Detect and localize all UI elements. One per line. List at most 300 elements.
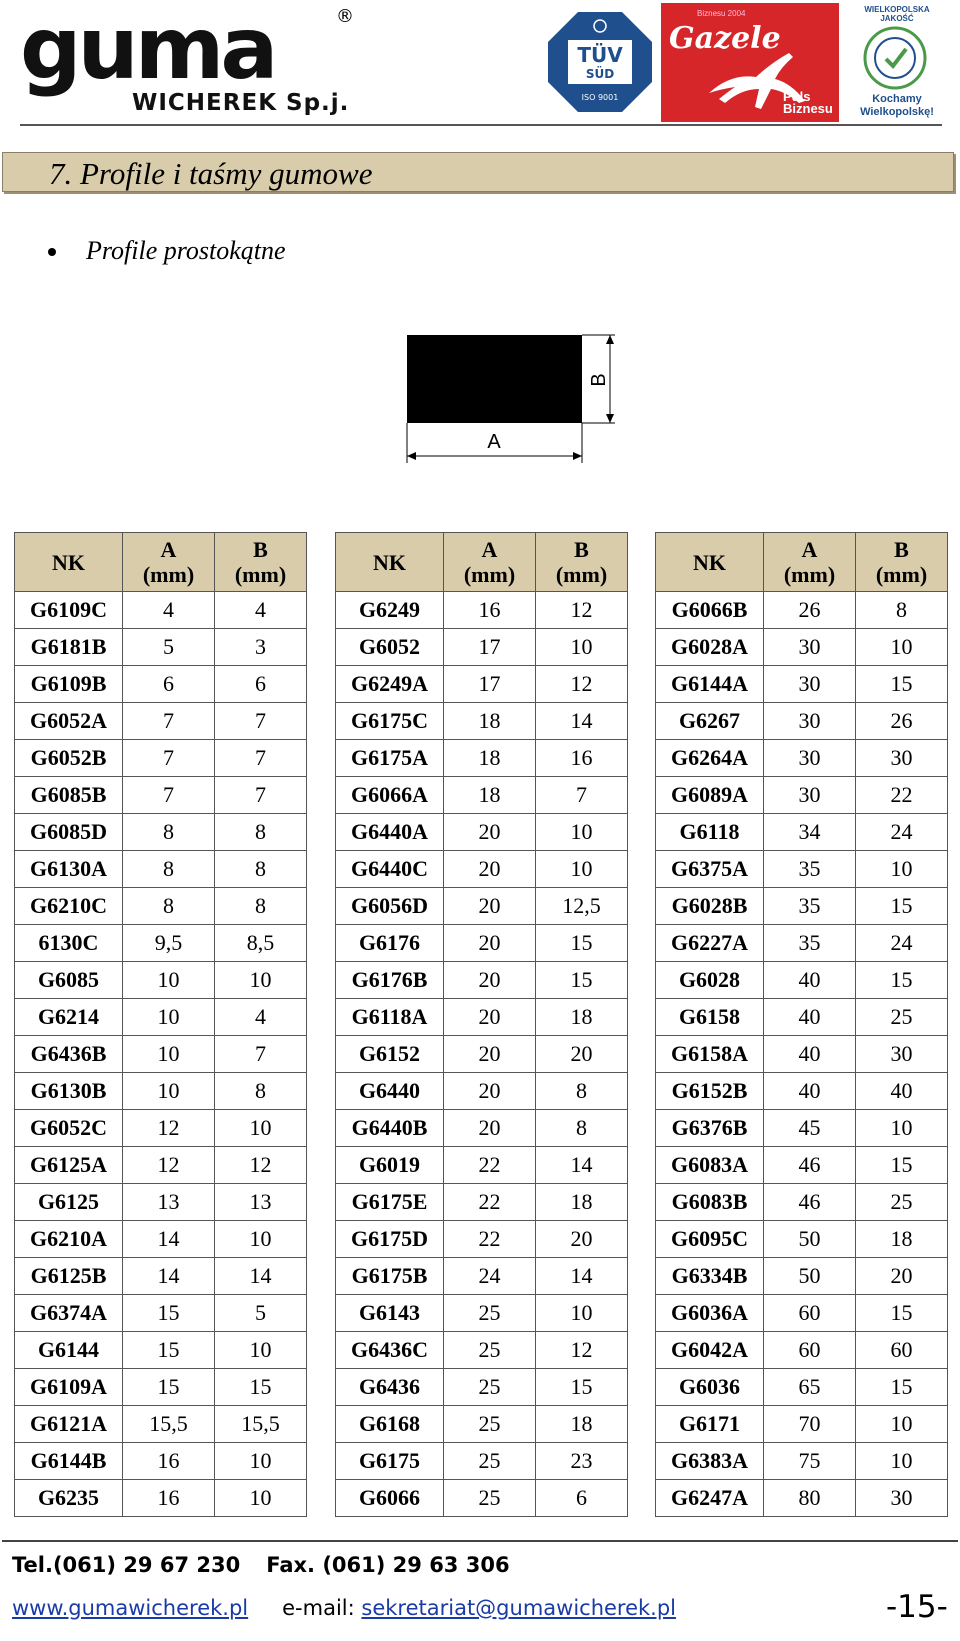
email-label: e-mail:: [282, 1596, 355, 1620]
table-row: [15, 1332, 307, 1369]
table-row: [336, 999, 628, 1036]
table-row: [336, 1036, 628, 1073]
table-row: [336, 814, 628, 851]
cell-a: 4: [123, 592, 215, 629]
table-header-row: [336, 533, 628, 592]
cell-nk: G6109B: [15, 666, 123, 703]
cell-nk: G6052A: [15, 703, 123, 740]
footer-divider: [2, 1540, 958, 1542]
cell-nk: G6056D: [336, 888, 444, 925]
cell-a: 30: [764, 666, 856, 703]
cell-b: 30: [856, 740, 948, 777]
table-row: [656, 629, 948, 666]
table-row: [15, 1443, 307, 1480]
cell-b: 8: [536, 1110, 628, 1147]
wielkopolska-quality-badge: [852, 3, 942, 121]
cell-b: 22: [856, 777, 948, 814]
wielkopolska-bottom-line2: Wielkopolskę!: [860, 106, 934, 118]
logo-wordmark: guma: [20, 0, 275, 99]
cell-nk: G6175A: [336, 740, 444, 777]
page-header: [0, 0, 960, 128]
table-row: [656, 1406, 948, 1443]
table-row: [656, 1443, 948, 1480]
cell-nk: G6121A: [15, 1406, 123, 1443]
cell-nk: G6440: [336, 1073, 444, 1110]
cell-b: 4: [215, 592, 307, 629]
table-row: [15, 740, 307, 777]
cell-a: 35: [764, 888, 856, 925]
cell-b: 24: [856, 925, 948, 962]
cell-b: 15: [536, 925, 628, 962]
cell-a: 75: [764, 1443, 856, 1480]
cell-nk: G6095C: [656, 1221, 764, 1258]
cell-nk: G6440C: [336, 851, 444, 888]
table-row: [336, 888, 628, 925]
cell-a: 30: [764, 703, 856, 740]
table-row: [656, 666, 948, 703]
cell-nk: G6130A: [15, 851, 123, 888]
table-row: [15, 1406, 307, 1443]
cell-a: 25: [444, 1443, 536, 1480]
table-row: [15, 1110, 307, 1147]
cell-a: 20: [444, 1110, 536, 1147]
cell-nk: G6144: [15, 1332, 123, 1369]
table-row: [656, 962, 948, 999]
cell-b: 15: [856, 666, 948, 703]
cell-nk: G6383A: [656, 1443, 764, 1480]
cell-nk: G6109C: [15, 592, 123, 629]
cell-a: 17: [444, 666, 536, 703]
table-row: [336, 1221, 628, 1258]
cell-a: 7: [123, 703, 215, 740]
cell-b: 12: [536, 666, 628, 703]
table-row: [656, 1036, 948, 1073]
cell-b: 26: [856, 703, 948, 740]
table-row: [656, 1184, 948, 1221]
header-b-unit: (mm): [234, 562, 287, 587]
table-row: [336, 962, 628, 999]
cell-b: 18: [536, 1184, 628, 1221]
cell-nk: G6118A: [336, 999, 444, 1036]
table-row: [336, 851, 628, 888]
cell-a: 20: [444, 814, 536, 851]
header-a-line1: A: [801, 537, 818, 562]
cell-a: 14: [123, 1258, 215, 1295]
cell-nk: G6175C: [336, 703, 444, 740]
table-row: [336, 1147, 628, 1184]
company-logo: [20, 0, 360, 122]
gazele-biznesu-badge: [661, 3, 839, 122]
footer-links: [12, 1596, 676, 1620]
profile-cross-section-icon: [395, 330, 635, 470]
table-row: [15, 888, 307, 925]
cell-nk: G6052B: [15, 740, 123, 777]
cell-nk: G6028B: [656, 888, 764, 925]
cell-a: 22: [444, 1221, 536, 1258]
cell-nk: G6375A: [656, 851, 764, 888]
cell-b: 14: [215, 1258, 307, 1295]
cell-b: 3: [215, 629, 307, 666]
cell-a: 24: [444, 1258, 536, 1295]
table-row: [15, 1480, 307, 1517]
cell-b: 13: [215, 1184, 307, 1221]
gazele-year: Biznesu 2004: [697, 9, 746, 18]
cell-a: 26: [764, 592, 856, 629]
cell-a: 30: [764, 629, 856, 666]
puls-line2: Biznesu: [783, 101, 833, 116]
header-divider: [20, 124, 942, 126]
cell-a: 16: [123, 1480, 215, 1517]
cell-a: 7: [123, 777, 215, 814]
cell-b: 12,5: [536, 888, 628, 925]
wielkopolska-bottom-line1: Kochamy: [872, 93, 922, 105]
cell-b: 18: [536, 999, 628, 1036]
header-b: [215, 533, 307, 592]
cell-nk: G6440B: [336, 1110, 444, 1147]
cell-nk: G6171: [656, 1406, 764, 1443]
header-a-line1: A: [481, 537, 498, 562]
table-row: [656, 1332, 948, 1369]
rectangular-profile-diagram: [395, 330, 635, 470]
cell-nk: G6264A: [656, 740, 764, 777]
table-row: [15, 1258, 307, 1295]
cell-nk: G6436B: [15, 1036, 123, 1073]
cell-b: 30: [856, 1036, 948, 1073]
quality-seal-icon: [862, 25, 928, 91]
header-a: [123, 533, 215, 592]
cell-nk: G6175: [336, 1443, 444, 1480]
cell-b: 7: [536, 777, 628, 814]
cell-a: 20: [444, 888, 536, 925]
table-row: [15, 1073, 307, 1110]
tuv-bottom-text: ISO 9001: [581, 93, 619, 102]
cell-nk: G6181B: [15, 629, 123, 666]
header-a-unit: (mm): [142, 562, 195, 587]
cell-nk: G6440A: [336, 814, 444, 851]
cell-a: 25: [444, 1369, 536, 1406]
cell-b: 10: [215, 1110, 307, 1147]
table-row: [336, 592, 628, 629]
table-row: [15, 1184, 307, 1221]
table-row: [15, 1036, 307, 1073]
table-row: [336, 777, 628, 814]
cell-nk: G6083A: [656, 1147, 764, 1184]
cell-b: 15: [856, 888, 948, 925]
cell-a: 22: [444, 1184, 536, 1221]
gazele-title: Gazele: [669, 21, 781, 56]
cell-a: 20: [444, 925, 536, 962]
cell-a: 12: [123, 1147, 215, 1184]
table-row: [336, 629, 628, 666]
cell-a: 22: [444, 1147, 536, 1184]
cell-b: 10: [536, 851, 628, 888]
cell-a: 9,5: [123, 925, 215, 962]
cell-a: 5: [123, 629, 215, 666]
cell-nk: G6083B: [656, 1184, 764, 1221]
email-link[interactable]: sekretariat@gumawicherek.pl: [361, 1596, 677, 1620]
cell-nk: G6376B: [656, 1110, 764, 1147]
cell-a: 60: [764, 1332, 856, 1369]
table-row: [15, 1147, 307, 1184]
cell-nk: G6042A: [656, 1332, 764, 1369]
table-row: [15, 1221, 307, 1258]
table-body: [336, 592, 628, 1517]
header-nk: NK: [336, 533, 444, 592]
cell-b: 14: [536, 1258, 628, 1295]
header-a-line1: A: [160, 537, 177, 562]
cell-a: 18: [444, 740, 536, 777]
cell-b: 6: [215, 666, 307, 703]
header-a: [444, 533, 536, 592]
cell-b: 10: [215, 1221, 307, 1258]
table-row: [336, 1110, 628, 1147]
table-row: [336, 1184, 628, 1221]
cell-nk: G6176: [336, 925, 444, 962]
cell-a: 8: [123, 851, 215, 888]
cell-nk: G6144A: [656, 666, 764, 703]
cell-b: 15: [856, 1369, 948, 1406]
cell-b: 5: [215, 1295, 307, 1332]
cell-nk: G6176B: [336, 962, 444, 999]
section-title: 7. Profile i taśmy gumowe: [49, 156, 373, 191]
table-row: [336, 703, 628, 740]
cell-b: 10: [215, 1443, 307, 1480]
cell-b: 20: [536, 1221, 628, 1258]
table-row: [15, 999, 307, 1036]
table-row: [15, 1295, 307, 1332]
cell-a: 35: [764, 925, 856, 962]
cell-a: 30: [764, 740, 856, 777]
cell-a: 8: [123, 888, 215, 925]
header-a-unit: (mm): [463, 562, 516, 587]
cell-a: 12: [123, 1110, 215, 1147]
cell-nk: G6158A: [656, 1036, 764, 1073]
wielkopolska-top-text: WIELKOPOLSKA JAKOŚĆ: [864, 5, 930, 23]
cell-b: 7: [215, 703, 307, 740]
cell-b: 14: [536, 703, 628, 740]
cell-b: 8: [215, 851, 307, 888]
cell-a: 50: [764, 1221, 856, 1258]
cell-b: 10: [215, 1332, 307, 1369]
subsection-title: Profile prostokątne: [86, 236, 286, 265]
cell-a: 7: [123, 740, 215, 777]
cell-a: 40: [764, 962, 856, 999]
tuv-top-text: TÜV: [577, 43, 623, 67]
cell-a: 20: [444, 962, 536, 999]
registered-mark: ®: [336, 6, 354, 27]
dimension-b-label: B: [588, 373, 610, 387]
header-b-unit: (mm): [555, 562, 608, 587]
cell-b: 4: [215, 999, 307, 1036]
profile-table-3: [655, 532, 948, 1517]
table-row: [336, 1295, 628, 1332]
table-row: [656, 592, 948, 629]
cell-b: 14: [536, 1147, 628, 1184]
cell-b: 20: [856, 1258, 948, 1295]
cell-nk: G6214: [15, 999, 123, 1036]
table-row: [656, 1110, 948, 1147]
cell-nk: G6109A: [15, 1369, 123, 1406]
cell-nk: G6125: [15, 1184, 123, 1221]
cell-nk: G6249A: [336, 666, 444, 703]
dimension-a-label: A: [487, 431, 501, 453]
tuv-octagon-icon: [546, 10, 654, 114]
header-b: [536, 533, 628, 592]
cell-a: 25: [444, 1332, 536, 1369]
page-number: -15-: [886, 1589, 948, 1625]
cell-b: 10: [536, 814, 628, 851]
cell-nk: G6085D: [15, 814, 123, 851]
table-row: [656, 1258, 948, 1295]
cell-a: 30: [764, 777, 856, 814]
profile-table-2: [335, 532, 628, 1517]
table-row: [656, 888, 948, 925]
table-row: [15, 777, 307, 814]
cell-nk: G6052C: [15, 1110, 123, 1147]
table-row: [15, 1369, 307, 1406]
cell-b: 60: [856, 1332, 948, 1369]
cell-b: 7: [215, 740, 307, 777]
footer-contact: [12, 1553, 510, 1577]
cell-b: 10: [536, 1295, 628, 1332]
cell-nk: G6066B: [656, 592, 764, 629]
website-link[interactable]: www.gumawicherek.pl: [12, 1596, 249, 1620]
cell-nk: G6175B: [336, 1258, 444, 1295]
cell-b: 23: [536, 1443, 628, 1480]
table-row: [336, 740, 628, 777]
cell-a: 60: [764, 1295, 856, 1332]
table-row: [336, 925, 628, 962]
cell-a: 17: [444, 629, 536, 666]
cell-a: 10: [123, 1073, 215, 1110]
cell-nk: G6066: [336, 1480, 444, 1517]
cell-b: 24: [856, 814, 948, 851]
table-row: [656, 1147, 948, 1184]
cell-a: 20: [444, 1036, 536, 1073]
cell-nk: G6158: [656, 999, 764, 1036]
cell-a: 16: [123, 1443, 215, 1480]
cell-a: 16: [444, 592, 536, 629]
cell-b: 7: [215, 777, 307, 814]
cell-b: 10: [856, 1443, 948, 1480]
table-row: [15, 703, 307, 740]
cell-a: 10: [123, 999, 215, 1036]
cell-nk: G6125A: [15, 1147, 123, 1184]
cell-a: 40: [764, 999, 856, 1036]
cell-nk: G6436C: [336, 1332, 444, 1369]
table-row: [15, 666, 307, 703]
cell-a: 15: [123, 1332, 215, 1369]
cell-a: 10: [123, 962, 215, 999]
bullet-icon: [48, 248, 56, 256]
cell-a: 65: [764, 1369, 856, 1406]
logo-subtitle: WICHEREK Sp.j.: [132, 90, 350, 116]
table-row: [336, 1369, 628, 1406]
table-row: [336, 1406, 628, 1443]
cell-a: 80: [764, 1480, 856, 1517]
cell-nk: G6235: [15, 1480, 123, 1517]
cell-b: 8: [536, 1073, 628, 1110]
cell-nk: 6130C: [15, 925, 123, 962]
table-row: [656, 1073, 948, 1110]
table-row: [15, 925, 307, 962]
cell-b: 12: [536, 1332, 628, 1369]
table-row: [15, 629, 307, 666]
cell-nk: G6152: [336, 1036, 444, 1073]
header-nk: NK: [15, 533, 123, 592]
header-b-unit: (mm): [875, 562, 928, 587]
table-row: [656, 925, 948, 962]
cell-a: 46: [764, 1147, 856, 1184]
cell-nk: G6152B: [656, 1073, 764, 1110]
table-row: [656, 814, 948, 851]
cell-nk: G6175E: [336, 1184, 444, 1221]
puls-line1: Puls: [783, 89, 811, 104]
table-header-row: [15, 533, 307, 592]
cell-b: 8,5: [215, 925, 307, 962]
cell-nk: G6085: [15, 962, 123, 999]
cell-nk: G6249: [336, 592, 444, 629]
table-row: [15, 814, 307, 851]
cell-nk: G6052: [336, 629, 444, 666]
cell-nk: G6089A: [656, 777, 764, 814]
table-row: [656, 1295, 948, 1332]
cell-a: 70: [764, 1406, 856, 1443]
profile-table-1: [14, 532, 307, 1517]
cell-nk: G6210A: [15, 1221, 123, 1258]
footer-phone: Tel.(061) 29 67 230: [12, 1553, 241, 1577]
table-row: [656, 777, 948, 814]
wielkopolska-bottom-text: [852, 93, 942, 119]
header-a: [764, 533, 856, 592]
cell-a: 25: [444, 1295, 536, 1332]
cell-b: 16: [536, 740, 628, 777]
cell-a: 20: [444, 1073, 536, 1110]
cell-b: 18: [856, 1221, 948, 1258]
cell-b: 40: [856, 1073, 948, 1110]
cell-b: 15,5: [215, 1406, 307, 1443]
header-b-line1: B: [894, 537, 909, 562]
table-row: [656, 999, 948, 1036]
table-body: [15, 592, 307, 1517]
table-row: [656, 740, 948, 777]
header-b-line1: B: [253, 537, 268, 562]
cell-b: 18: [536, 1406, 628, 1443]
cell-nk: G6066A: [336, 777, 444, 814]
cell-nk: G6334B: [656, 1258, 764, 1295]
cell-b: 8: [215, 814, 307, 851]
cell-a: 18: [444, 777, 536, 814]
cell-a: 40: [764, 1036, 856, 1073]
cell-b: 8: [856, 592, 948, 629]
cell-b: 10: [215, 962, 307, 999]
cell-b: 7: [215, 1036, 307, 1073]
cell-nk: G6168: [336, 1406, 444, 1443]
header-a-unit: (mm): [783, 562, 836, 587]
cell-a: 40: [764, 1073, 856, 1110]
cell-nk: G6118: [656, 814, 764, 851]
table-row: [656, 1369, 948, 1406]
table-row: [336, 666, 628, 703]
cell-b: 20: [536, 1036, 628, 1073]
cell-b: 10: [856, 1110, 948, 1147]
cell-b: 30: [856, 1480, 948, 1517]
cell-nk: G6144B: [15, 1443, 123, 1480]
cell-nk: G6085B: [15, 777, 123, 814]
table-row: [15, 962, 307, 999]
cell-a: 45: [764, 1110, 856, 1147]
cell-a: 20: [444, 851, 536, 888]
